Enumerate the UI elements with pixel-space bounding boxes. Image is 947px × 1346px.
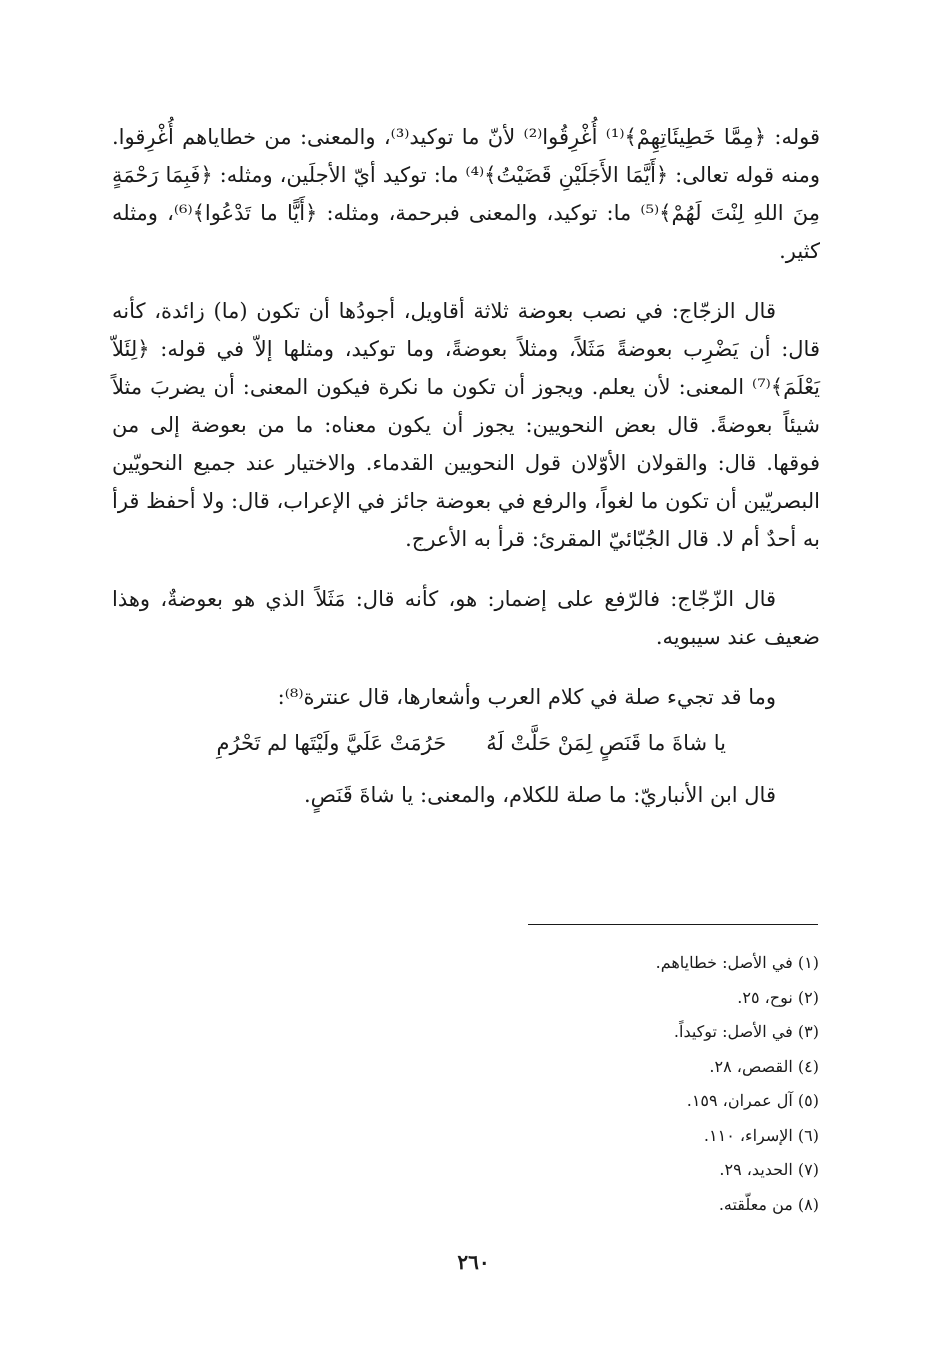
main-text bbox=[112, 118, 820, 814]
paragraph-1: قوله: ﴿مِمَّا خَطِيئَاتِهِمْ﴾⁽¹⁾ أُغْرِقُوا⁽²⁾ لأنّ ما توكيد⁽³⁾، والمعنى: من خطاياهم أُغْرِقوا. ومنه قوله تعالى: ﴿أَيَّمَا الأَجَلَيْنِ قَضَيْتُ﴾⁽⁴⁾ ما: توكيد أيّ الأجلَين، ومثله: ﴿فَبِمَا رَحْمَةٍ مِنَ اللهِ لِنْتَ لَهُمْ﴾⁽⁵⁾ ما: توكيد، والمعنى فبرحمة، ومثله: ﴿أَيًّا ما تَدْعُوا﴾⁽⁶⁾، ومثله كثير. bbox=[112, 125, 820, 263]
footnote-2: (٢) نوح، ٢٥. bbox=[737, 987, 819, 1007]
verse-intro: وما قد تجيء صلة في كلام العرب وأشعارها، قال عنترة⁽⁸⁾: bbox=[277, 685, 776, 709]
verse-second-hemistich: حَرُمَتْ عَلَيَّ ولَيْتَها لم تَحْرُمِ bbox=[216, 731, 447, 755]
footnote-8: (٨) من معلّقته. bbox=[718, 1194, 819, 1214]
verse-first-hemistich: يا شاةَ ما قَنَصٍ لِمَنْ حَلَّتْ لَهُ bbox=[486, 731, 726, 755]
page-number: ٢٦٠ bbox=[457, 1250, 490, 1274]
footnote-7: (٧) الحديد، ٢٩. bbox=[719, 1160, 819, 1179]
footnote-1: (١) في الأصل: خطاياهم. bbox=[655, 953, 819, 972]
poem-verse bbox=[112, 724, 820, 762]
paragraph-3: قال الزّجّاج: فالرّفع على إضمار: هو، كأنه قال: مَثَلاً الذي هو بعوضةٌ، وهذا ضعيف عند سيبويه. bbox=[112, 587, 820, 649]
footnote-3: (٣) في الأصل: توكيداً. bbox=[673, 1022, 819, 1041]
footnote-4: (٤) القصص، ٢٨. bbox=[709, 1056, 819, 1076]
closing-line: قال ابن الأنباريّ: ما صلة للكلام، والمعنى: يا شاةَ قَنَصٍ. bbox=[303, 783, 776, 807]
paragraph-2: قال الزجّاج: في نصب بعوضة ثلاثة أقاويل، أجودُها أن تكون (ما) زائدة، كأنه قال: أن يَضْرِب بعوضةً مَثَلاً، ومثلاً بعوضةً، وما توكيد، ومثلها إلاّ في قوله: ﴿لِئَلاّ يَعْلَمَ﴾⁽⁷⁾ المعنى: لأن يعلم. ويجوز أن تكون ما نكرة فيكون المعنى: أن يضربَ مثلاً شيئاً بعوضةً. قال بعض النحويين: يجوز أن يكون معناه: ما من بعوضة إلى من فوقها. قال: والقولان الأوّلان قول النحويين القدماء. والاختيار عند جميع النحويّين البصريّين أن تكون ما لغواً، والرفع في بعوضة جائز في الإعراب، قال: ولا أحفظ قرأ به أحدٌ أم لا. قال الجُبّائيّ المقرئ: قرأ به الأعرج. bbox=[112, 299, 820, 551]
footnote-divider bbox=[528, 924, 818, 925]
footnote-5: (٥) آل عمران، ١٥٩. bbox=[686, 1091, 819, 1110]
footnote-6: (٦) الإسراء، ١١٠. bbox=[703, 1125, 819, 1145]
footnotes-list bbox=[419, 946, 819, 1222]
